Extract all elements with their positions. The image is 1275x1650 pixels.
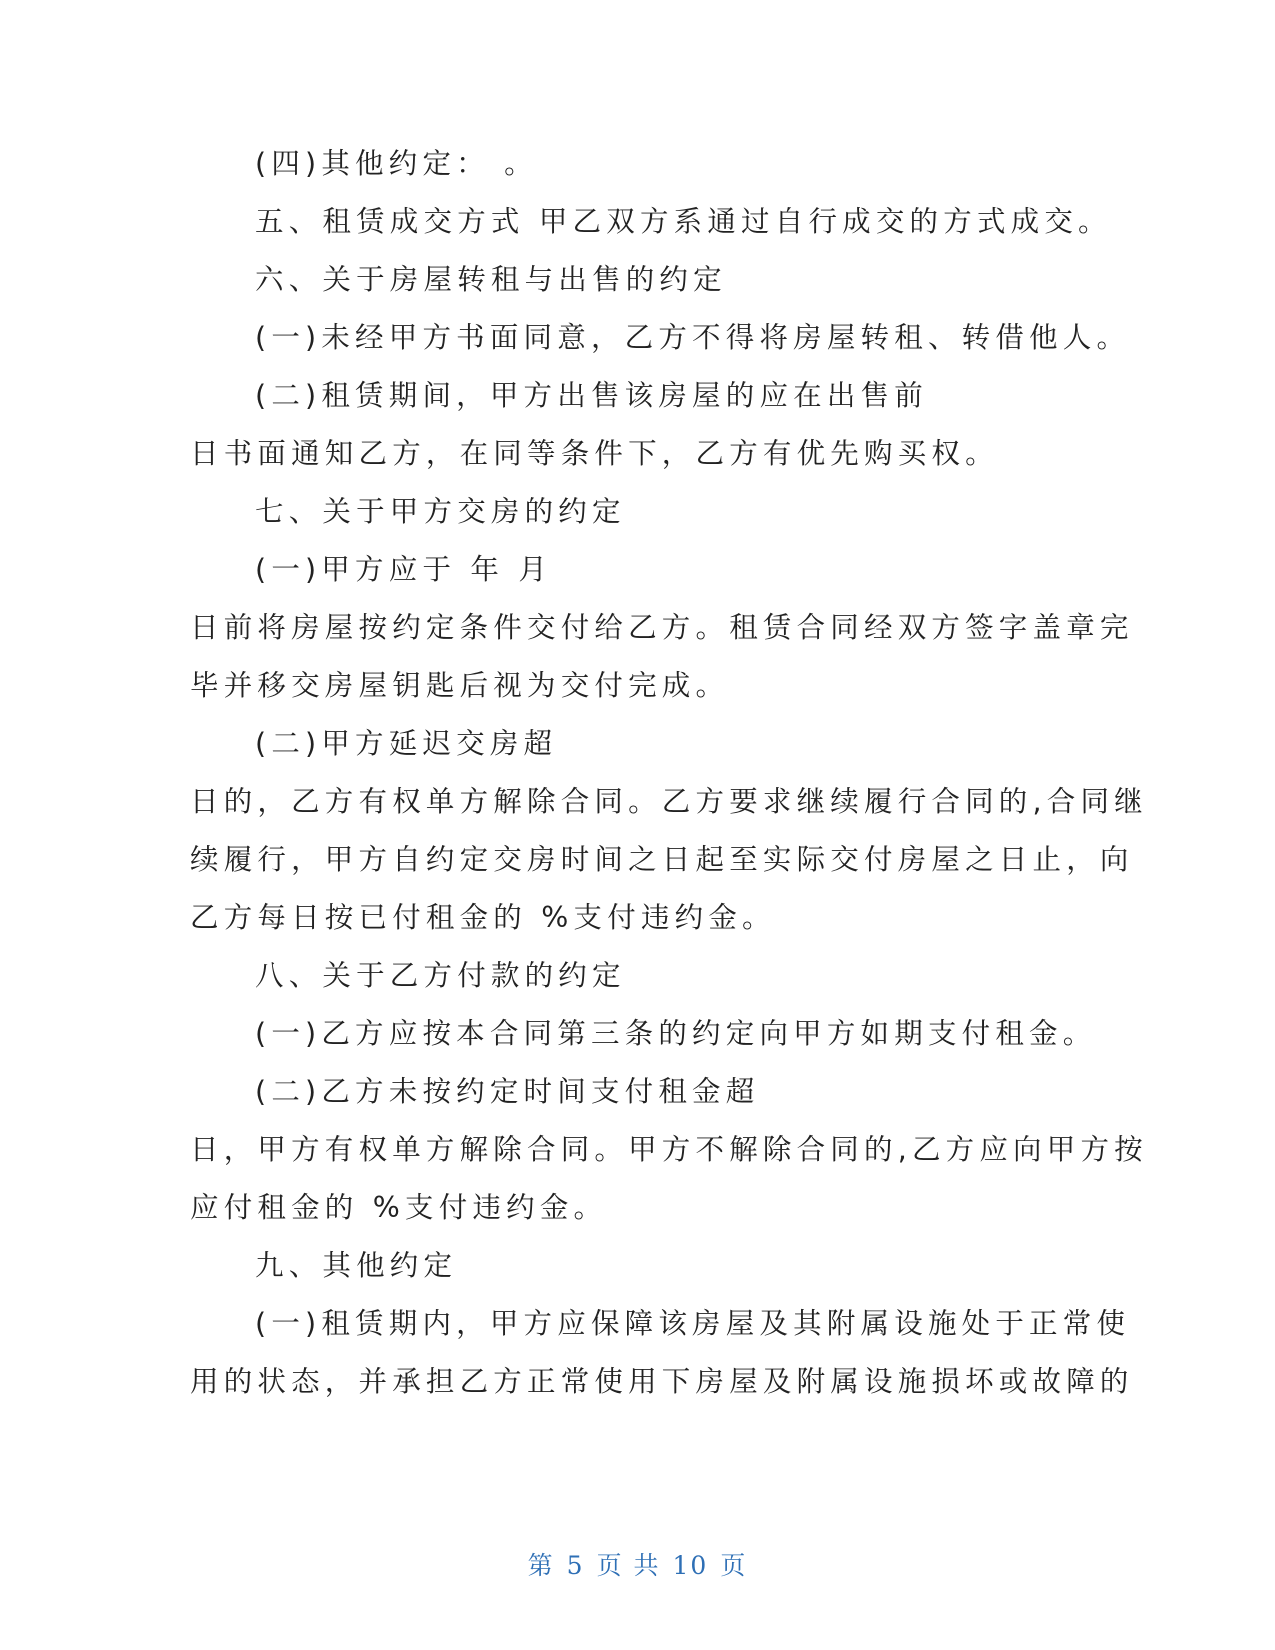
footer-suffix: 页 — [720, 1551, 748, 1580]
paragraph-line: (一)未经甲方书面同意，乙方不得将房屋转租、转借他人。 — [255, 321, 1131, 354]
footer-prefix: 第 — [527, 1551, 555, 1580]
paragraph-line: 日，甲方有权单方解除合同。甲方不解除合同的,乙方应向甲方按 — [190, 1133, 1148, 1166]
footer-middle: 页 共 — [596, 1551, 661, 1580]
paragraph-line: 毕并移交房屋钥匙后视为交付完成。 — [190, 669, 730, 702]
paragraph-line: (四)其他约定： 。 — [255, 147, 538, 180]
section-heading: 七、关于甲方交房的约定 — [255, 495, 626, 528]
section-heading: 九、其他约定 — [255, 1249, 458, 1282]
paragraph-line: 用的状态，并承担乙方正常使用下房屋及附属设施损坏或故障的 — [190, 1365, 1134, 1398]
paragraph-line: 应付租金的 %支付违约金。 — [190, 1191, 608, 1224]
paragraph-line: (二)甲方延迟交房超 — [255, 727, 558, 760]
section-heading: 八、关于乙方付款的约定 — [255, 959, 626, 992]
paragraph-line: (一)乙方应按本合同第三条的约定向甲方如期支付租金。 — [255, 1017, 1097, 1050]
section-heading: 六、关于房屋转租与出售的约定 — [255, 263, 727, 296]
paragraph-line: (二)乙方未按约定时间支付租金超 — [255, 1075, 760, 1108]
paragraph-line: 续履行，甲方自约定交房时间之日起至实际交付房屋之日止，向 — [190, 843, 1134, 876]
paragraph-line: (一)甲方应于 年 月 — [255, 553, 553, 586]
paragraph-line: 乙方每日按已付租金的 %支付违约金。 — [190, 901, 776, 934]
paragraph-line: 日书面通知乙方，在同等条件下，乙方有优先购买权。 — [190, 437, 999, 470]
paragraph-line: (二)租赁期间，甲方出售该房屋的应在出售前 — [255, 379, 928, 412]
paragraph-line: 日前将房屋按约定条件交付给乙方。租赁合同经双方签字盖章完 — [190, 611, 1134, 644]
total-pages-number: 10 — [672, 1551, 709, 1580]
paragraph-line: (一)租赁期内，甲方应保障该房屋及其附属设施处于正常使 — [255, 1307, 1131, 1340]
section-heading: 五、租赁成交方式 甲乙双方系通过自行成交的方式成交。 — [255, 205, 1112, 238]
paragraph-line: 日的，乙方有权单方解除合同。乙方要求继续履行合同的,合同继 — [190, 785, 1148, 818]
page-number-footer — [0, 1550, 1275, 1582]
current-page-number: 5 — [566, 1551, 585, 1580]
